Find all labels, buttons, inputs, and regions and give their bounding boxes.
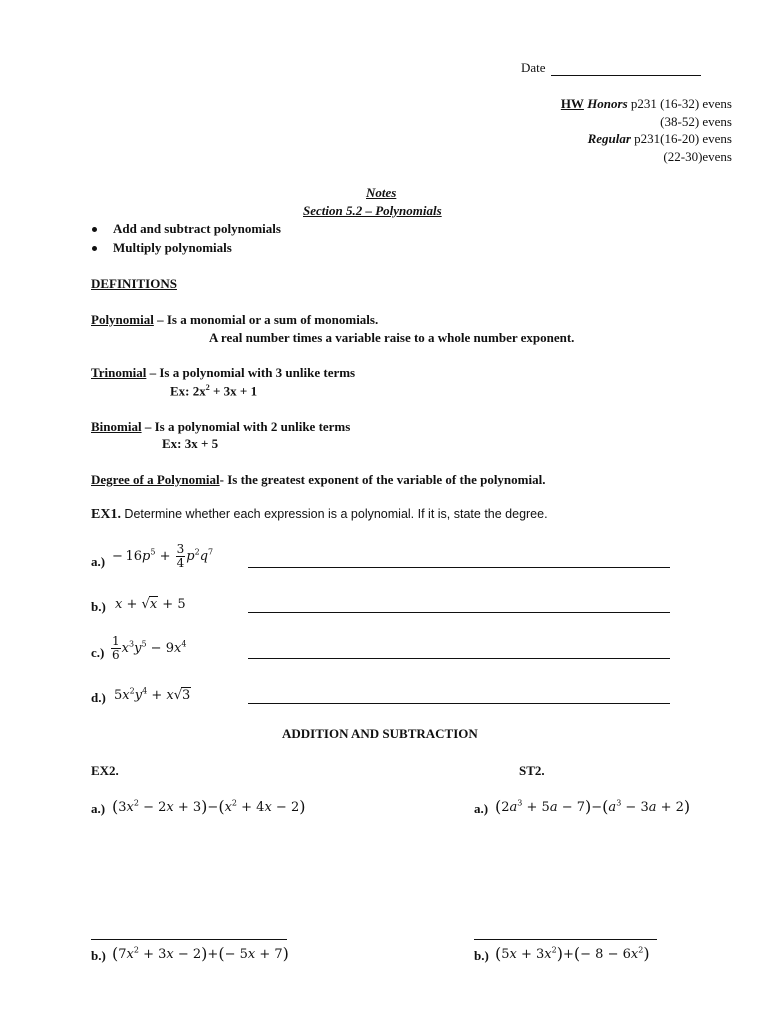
regular-label: Regular: [587, 131, 631, 146]
ex1-instruction: EX1. Determine whether each expression is a polynomial. If it is, state the degree.: [91, 507, 548, 522]
ex1-d-label: d.): [91, 690, 106, 705]
honors-label: Honors: [587, 96, 628, 111]
binomial-term: Binomial: [91, 419, 142, 434]
ex1-a-expression: − $16p^5$ + $\frac{3}{4}$ $p^2q^7$: [112, 542, 214, 570]
ex1-b-label: b.): [91, 599, 106, 614]
binomial-definition: Binomial – Is a polynomial with 2 unlike terms: [91, 419, 351, 434]
answer-line[interactable]: [248, 567, 670, 568]
bullet-icon: [92, 227, 97, 232]
regular-line: [588, 131, 732, 147]
answer-line[interactable]: [91, 939, 287, 940]
ex1-d-expression: $5x^2y^4 + x√3$: [114, 686, 191, 703]
ex2-label: EX2.: [91, 763, 119, 778]
objective-item: Add and subtract polynomials: [113, 221, 281, 236]
hw-label: HW: [560, 96, 584, 111]
ex2-a-label: a.): [91, 801, 106, 816]
ex2-a-expression: $(3x^2 - 2x + 3)-(x^2 + 4x - 2)$: [112, 797, 306, 816]
ex2-b-label: b.): [91, 948, 106, 963]
ex2-b-expression: $(7x^2 + 3x - 2)+(- 5x + 7)$: [112, 944, 289, 963]
regular-pages-2: (22-30)evens: [663, 149, 732, 164]
ex1-a-label: a.): [91, 554, 106, 569]
polynomial-definition: Polynomial – Is a monomial or a sum of monomials.: [91, 312, 379, 327]
polynomial-definition-2: A real number times a variable raise to a whole number exponent.: [209, 330, 575, 345]
st2-label: ST2.: [519, 763, 545, 778]
degree-definition: Degree of a Polynomial- Is the greatest exponent of the variable of the polynomial.: [91, 472, 546, 487]
ex1-c-label: c.): [91, 645, 105, 660]
trinomial-example: Ex: $2x^2 + 3x + 1$: [170, 383, 258, 399]
section-title: Section 5.2 – Polynomials: [303, 203, 442, 218]
ex1-b-expression: x + √x + 5: [115, 597, 186, 612]
trinomial-definition: Trinomial – Is a polynomial with 3 unlike terms: [91, 365, 356, 380]
degree-term: Degree of a Polynomial: [91, 472, 220, 487]
definitions-heading: DEFINITIONS: [91, 276, 177, 291]
honors-pages-1: p231 (16-32) evens: [630, 96, 732, 111]
honors-pages-2: (38-52) evens: [660, 114, 732, 129]
answer-line[interactable]: [248, 658, 670, 659]
ex1-label: EX1.: [91, 507, 121, 522]
date-blank-line: [551, 75, 701, 76]
notes-title: Notes: [366, 185, 397, 200]
polynomial-term: Polynomial: [91, 312, 154, 327]
objective-item: Multiply polynomials: [113, 240, 232, 255]
regular-pages-1: p231(16-20) evens: [634, 131, 732, 146]
st2-b-expression: $(5x + 3x^2)+(- 8 - 6x^2)$: [495, 944, 650, 963]
binomial-example: Ex: 3x + 5: [162, 436, 219, 451]
trinomial-term: Trinomial: [91, 365, 147, 380]
st2-b-label: b.): [474, 948, 489, 963]
st2-a-label: a.): [474, 801, 489, 816]
hw-honors-line: [561, 96, 732, 112]
st2-a-expression: $(2a^3 + 5a - 7)-(a^3 - 3a + 2)$: [495, 797, 691, 816]
addition-heading: ADDITION AND SUBTRACTION: [282, 726, 478, 741]
date-label: Date: [521, 60, 546, 75]
answer-line[interactable]: [474, 939, 657, 940]
answer-line[interactable]: [248, 612, 670, 613]
ex1-c-expression: $\frac{1}{6}$ $x^3y^5 - 9x^4$: [112, 634, 187, 662]
answer-line[interactable]: [248, 703, 670, 704]
bullet-icon: [92, 246, 97, 251]
